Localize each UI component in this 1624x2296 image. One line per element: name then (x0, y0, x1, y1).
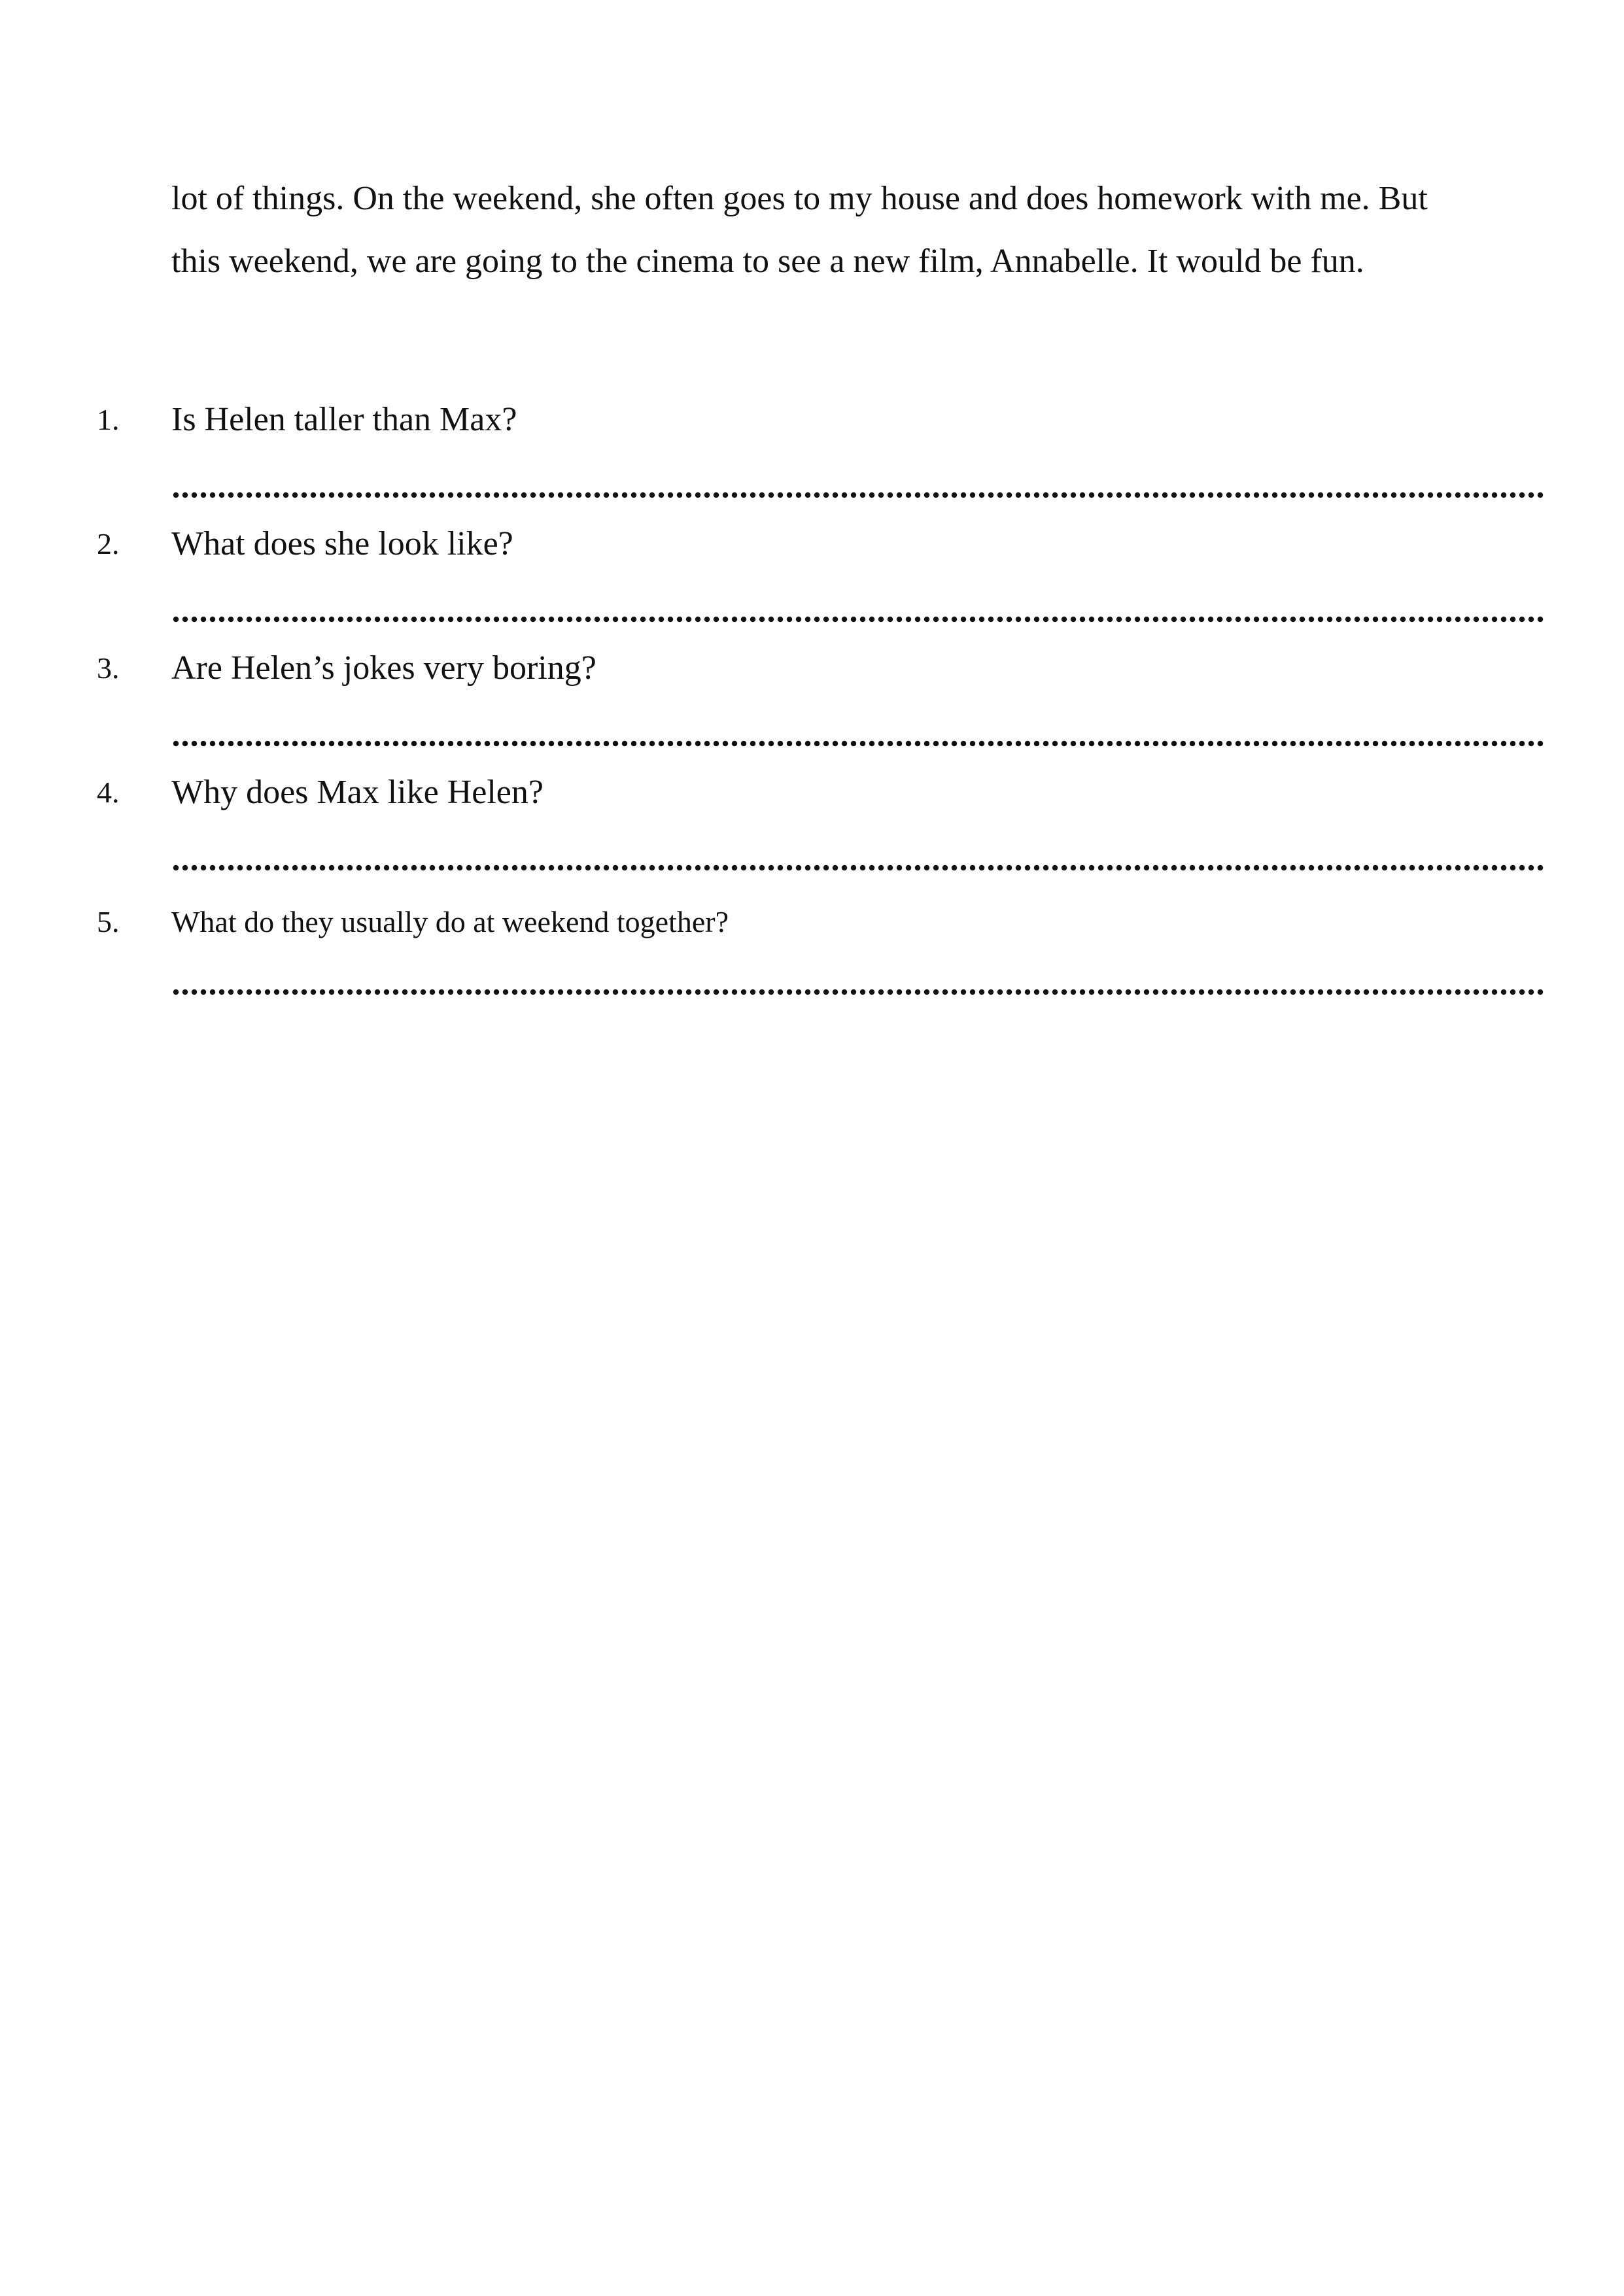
question-number: 4. (97, 776, 120, 809)
question-text: Why does Max like Helen? (171, 774, 544, 811)
question-text: What does she look like? (171, 525, 513, 562)
question-number: 2. (97, 527, 120, 560)
answer-line-1[interactable] (171, 492, 1545, 498)
answer-line-4[interactable] (171, 865, 1545, 871)
question-number: 1. (97, 403, 120, 436)
question-text: What do they usually do at weekend together? (171, 905, 729, 938)
answer-line-2[interactable] (171, 616, 1545, 623)
question-number: 3. (97, 651, 120, 685)
passage-line: this weekend, we are going to the cinema to see a new film, Annabelle. It would be fun. (171, 243, 1364, 280)
question-text: Is Helen taller than Max? (171, 401, 517, 438)
reading-passage (171, 167, 1558, 293)
question-text: Are Helen’s jokes very boring? (171, 649, 596, 687)
passage-line: lot of things. On the weekend, she often goes to my house and does homework with me. But (171, 180, 1428, 217)
answer-line-5[interactable] (171, 989, 1545, 995)
answer-line-3[interactable] (171, 740, 1545, 747)
question-number: 5. (97, 905, 120, 938)
